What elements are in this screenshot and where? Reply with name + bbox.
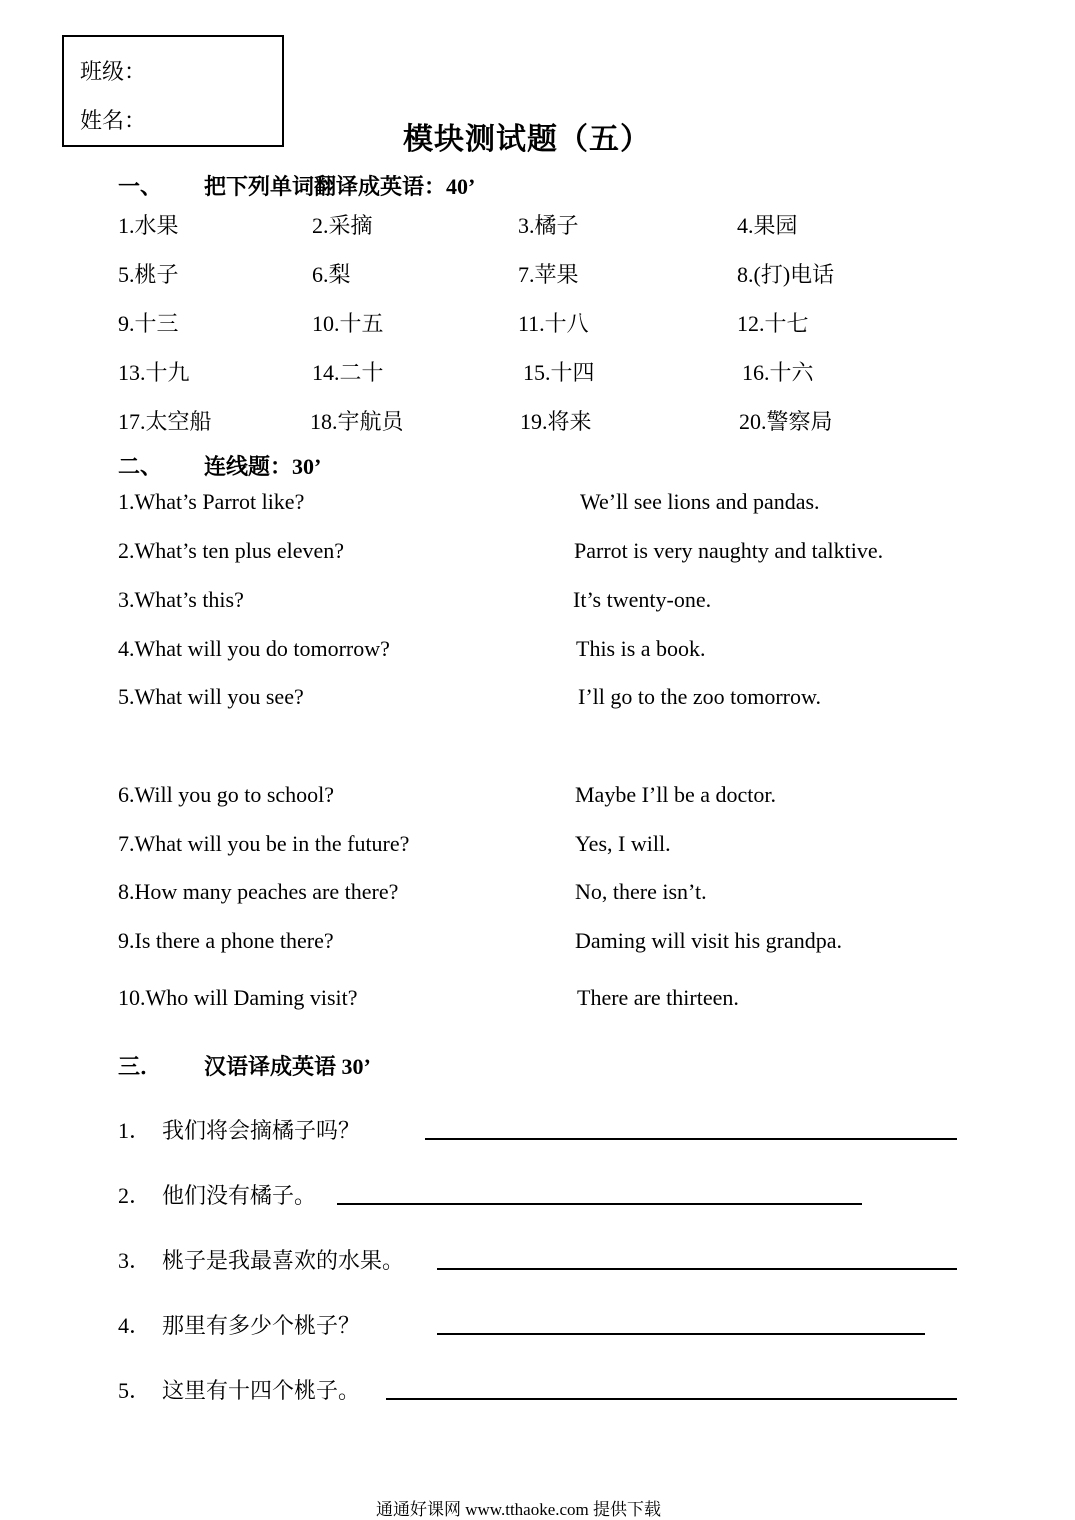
word-item: 8.(打)电话 [737, 262, 835, 287]
translation-number: 4． [118, 1313, 152, 1338]
question-item: 10.Who will Daming visit? [118, 985, 358, 1010]
section3-title: 汉语译成英语 30’ [204, 1054, 371, 1079]
section3-heading [118, 1050, 371, 1081]
answer-item: There are thirteen. [577, 985, 739, 1010]
translation-number: 5． [118, 1378, 152, 1403]
question-item: 6.Will you go to school? [118, 782, 335, 807]
word-item: 3.橘子 [518, 213, 579, 238]
translation-number: 2． [118, 1183, 152, 1208]
word-item: 7.苹果 [518, 262, 579, 287]
answer-line[interactable] [425, 1138, 957, 1140]
section2-title: 连线题：30’ [204, 454, 322, 479]
answer-item: Maybe I’ll be a doctor. [575, 782, 776, 807]
word-item: 4.果园 [737, 213, 798, 238]
translation-number: 1． [118, 1118, 152, 1143]
answer-item: I’ll go to the zoo tomorrow. [578, 684, 821, 709]
word-item: 16.十六 [742, 360, 814, 385]
translation-number: 3． [118, 1248, 152, 1273]
question-item: 1.What’s Parrot like? [118, 489, 305, 514]
answer-line[interactable] [437, 1268, 957, 1270]
word-item: 6.梨 [312, 262, 351, 287]
question-item: 3.What’s this? [118, 587, 244, 612]
word-item: 13.十九 [118, 360, 190, 385]
answer-item: Daming will visit his grandpa. [575, 928, 843, 953]
answer-item: Yes, I will. [575, 831, 671, 856]
answer-line[interactable] [437, 1333, 925, 1335]
question-item: 8.How many peaches are there? [118, 879, 399, 904]
translation-prompt: 他们没有橘子。 [162, 1183, 317, 1208]
section2-number: 二、 [118, 454, 163, 479]
translation-prompt: 桃子是我最喜欢的水果。 [162, 1248, 405, 1273]
class-label: 班级： [80, 59, 147, 84]
student-info-box [62, 35, 284, 147]
answer-item: Parrot is very naughty and talktive. [574, 538, 884, 563]
word-item: 11.十八 [518, 311, 589, 336]
word-item: 2.采摘 [312, 213, 373, 238]
section1-number: 一、 [118, 174, 163, 199]
word-item: 1.水果 [118, 213, 179, 238]
page-title: 模块测试题（五） [403, 123, 651, 156]
name-label: 姓名： [80, 108, 147, 133]
word-item: 15.十四 [523, 360, 595, 385]
word-item: 12.十七 [737, 311, 809, 336]
answer-item: It’s twenty-one. [573, 587, 712, 612]
word-item: 18.宇航员 [310, 409, 404, 434]
question-item: 7.What will you be in the future? [118, 831, 410, 856]
word-item: 20.警察局 [739, 409, 833, 434]
translation-prompt: 我们将会摘橘子吗？ [162, 1118, 361, 1143]
section1-title: 把下列单词翻译成英语：40’ [204, 174, 476, 199]
word-item: 9.十三 [118, 311, 179, 336]
answer-line[interactable] [337, 1203, 862, 1205]
answer-item: No, there isn’t. [575, 879, 707, 904]
word-item: 5.桃子 [118, 262, 179, 287]
answer-item: We’ll see lions and pandas. [580, 489, 820, 514]
question-item: 9.Is there a phone there? [118, 928, 334, 953]
answer-line[interactable] [386, 1398, 957, 1400]
word-item: 19.将来 [520, 409, 592, 434]
word-item: 17.太空船 [118, 409, 212, 434]
question-item: 5.What will you see? [118, 684, 304, 709]
section3-number: 三． [118, 1054, 163, 1079]
question-item: 4.What will you do tomorrow? [118, 636, 390, 661]
translation-prompt: 那里有多少个桃子？ [162, 1313, 361, 1338]
answer-item: This is a book. [576, 636, 706, 661]
question-item: 2.What’s ten plus eleven? [118, 538, 345, 563]
section1-heading [118, 170, 475, 201]
page-footer: 通通好课网 www.tthaoke.com 提供下载 [376, 1500, 662, 1519]
word-item: 10.十五 [312, 311, 384, 336]
section2-heading [118, 450, 321, 481]
word-item: 14.二十 [312, 360, 384, 385]
translation-prompt: 这里有十四个桃子。 [162, 1378, 361, 1403]
